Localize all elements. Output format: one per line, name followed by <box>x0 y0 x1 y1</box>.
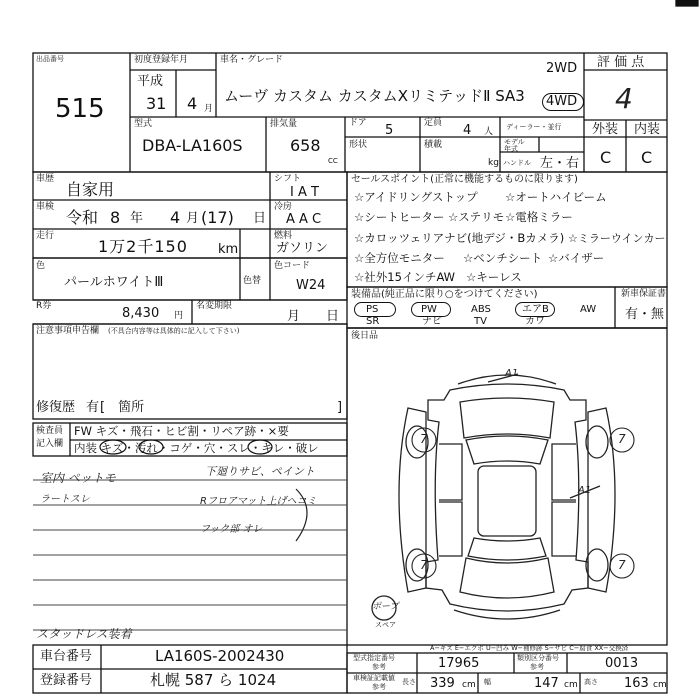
inspection-day-unit: 日 <box>253 211 267 226</box>
hand-note-left-2: ラートスレ <box>40 494 90 505</box>
fuel-value: ガソリン <box>276 241 329 256</box>
inspector-label-1: 検査員 <box>36 426 64 436</box>
car-mark-7-rear-right: 7 <box>618 558 626 572</box>
hand-note-right-1: 下廻りサビ、ペイント <box>205 465 315 478</box>
category-value: 0013 <box>605 656 639 671</box>
chassis-value: LA160S-2002430 <box>155 647 285 665</box>
equip-pw: PW <box>421 304 437 315</box>
inspector-row-2: 内装 キズ・汚れ・コゲ・穴・スレ・キレ・破レ <box>74 441 319 455</box>
width-label: 幅 <box>484 678 491 686</box>
steering-label: ハンドル <box>503 159 531 167</box>
equip-tv: TV <box>474 316 487 327</box>
repair-value: 有 <box>86 400 100 415</box>
car-mark-a1-top: A1 <box>505 368 519 379</box>
color-swap-label: 色替 <box>243 276 262 286</box>
mileage-value: 1万2千150 <box>98 237 188 256</box>
recycle-value: 8,430 <box>122 306 160 321</box>
inspection-year-unit: 年 <box>130 211 144 226</box>
spare-handwritten: ポープ <box>372 602 399 612</box>
steering-value: 左・右 <box>540 156 580 171</box>
plate-label: 登録番号 <box>40 673 93 688</box>
grade-value: 4 <box>615 82 633 115</box>
width-unit: cm <box>564 680 578 690</box>
sales-point-3: ☆シートヒーター <box>354 210 445 224</box>
shift-label: シフト <box>274 174 302 184</box>
shift-value: I A T <box>290 185 319 200</box>
car-mark-7-front-left: 7 <box>420 432 428 446</box>
sales-point-8: ☆全方位モニター <box>354 251 445 265</box>
repair-end: ] <box>337 400 343 415</box>
notes-sub: (不具合内容等は具体的に記入して下さい) <box>108 327 240 335</box>
car-name: ムーヴ カスタム カスタムXリミテッドⅡ SA3 <box>224 87 525 105</box>
sales-points-label: セールスポイント(正常に機能するものに限ります) <box>351 174 578 185</box>
dealer-label: ディーラー・並行 <box>506 123 562 131</box>
spare-label: スペア <box>375 621 396 629</box>
inspector-circles <box>96 438 316 458</box>
equip-abs: ABS <box>471 304 491 315</box>
sales-point-4: ☆ステリモ <box>448 210 505 224</box>
height-value: 163 <box>624 676 649 691</box>
hand-note-right-2: Rフロアマット上げヘコミ <box>200 496 317 507</box>
category-label-2: 参考 <box>530 663 544 671</box>
registration-month-unit: 月 <box>204 104 214 114</box>
model-year-label-1: モデル <box>504 138 525 146</box>
mileage-label: 走行 <box>36 231 55 241</box>
equip-airbag: エアB <box>522 304 549 315</box>
model-label: 型式 <box>134 119 153 129</box>
displacement-unit: CC <box>328 157 338 165</box>
inspector-label-2: 記入欄 <box>36 439 64 449</box>
interior-label: 内装 <box>634 122 661 137</box>
repair-label: 修復歴 <box>36 400 76 415</box>
model-value: DBA-LA160S <box>142 136 243 155</box>
load-unit: kg <box>488 158 499 168</box>
drive-2wd: 2WD <box>546 61 578 76</box>
sales-point-5: ☆電格ミラー <box>505 210 573 224</box>
equip-navi: ナビ <box>422 316 442 327</box>
lot-label: 出品番号 <box>36 55 64 63</box>
aircon-value: A A C <box>286 212 322 227</box>
designation-label-1: 型式指定番号 <box>353 654 395 662</box>
notes-label: 注意事項申告欄 <box>36 326 100 336</box>
fuel-label: 燃料 <box>274 231 293 241</box>
history-label: 車歴 <box>36 174 55 184</box>
hand-note-left-1: 室内 ペットモ <box>40 471 116 485</box>
color-code: W24 <box>296 278 326 293</box>
name-change-day: 日 <box>326 309 340 324</box>
load-label: 積載 <box>424 140 443 150</box>
shape-label: 形状 <box>349 140 368 150</box>
designation-value: 17965 <box>438 656 480 671</box>
exterior-grade: C <box>600 148 612 167</box>
sales-point-2: ☆オートハイビーム <box>505 190 607 204</box>
inspection-month-unit: 月 <box>186 211 200 226</box>
name-change-label: 名変期限 <box>196 301 233 311</box>
car-damage-diagram <box>350 360 665 640</box>
equip-aw: AW <box>580 304 597 315</box>
car-name-label: 車名・グレード <box>220 55 284 65</box>
registration-era: 平成 <box>137 74 164 89</box>
plate-value: 札幌 587 ら 1024 <box>150 671 277 689</box>
warranty-label: 新車保証書 <box>621 289 667 299</box>
hand-note-bottom: スタッドレス装着 <box>36 627 132 641</box>
car-mark-7-rear-left: 7 <box>420 558 428 572</box>
car-mark-7-front-right: 7 <box>618 432 626 446</box>
repair-suffix: [ 箇所 <box>100 400 145 415</box>
name-change-month: 月 <box>287 309 301 324</box>
equip-ps: PS <box>366 304 379 315</box>
length-label: 長さ <box>402 678 416 686</box>
exterior-label: 外装 <box>592 122 619 137</box>
hand-bracket <box>290 485 330 545</box>
registration-year: 31 <box>146 94 167 113</box>
model-year-label-2: 年式 <box>504 145 518 153</box>
sales-point-1: ☆アイドリングストップ <box>354 190 478 204</box>
width-value: 147 <box>534 676 559 691</box>
sales-point-6: ☆カロッツェリアナビ(地デジ・Bカメラ) <box>354 231 565 245</box>
sales-point-12: ☆キーレス <box>466 270 522 284</box>
sales-point-10: ☆バイザー <box>548 251 605 265</box>
color-value: パールホワイトⅢ <box>64 275 164 290</box>
chassis-label: 車台番号 <box>40 649 93 664</box>
category-label-1: 類別区分番号 <box>517 654 559 662</box>
height-label: 高さ <box>584 678 598 686</box>
doors-label: ドア <box>349 118 367 128</box>
warranty-value: 有・無 <box>625 307 665 322</box>
designation-label-2: 参考 <box>372 663 386 671</box>
car-mark-a1-side: A1 <box>578 485 592 496</box>
hand-note-right-3: フック部 オレ <box>200 524 263 535</box>
interior-grade: C <box>641 148 653 167</box>
dims-label-1: 車検証記載値 <box>353 674 395 682</box>
height-unit: cm <box>653 680 667 690</box>
registration-label: 初度登録年月 <box>134 55 189 65</box>
equip-leather: カワ <box>525 316 545 327</box>
length-unit: cm <box>462 680 476 690</box>
mileage-unit: km <box>218 242 239 257</box>
grade-label: 評 価 点 <box>597 55 645 70</box>
sales-point-11: ☆社外15インチAW <box>354 270 456 284</box>
inspector-row-1: FW キズ・飛石・ヒビ割・リペア跡・×要 <box>74 424 289 438</box>
recycle-unit: 円 <box>174 311 184 321</box>
capacity-label: 定員 <box>424 118 443 128</box>
equipment-label: 装備品(純正品に限り○をつけてください) <box>351 289 538 300</box>
inspection-year: 8 <box>110 208 121 227</box>
capacity-unit: 人 <box>484 127 494 137</box>
capacity-value: 4 <box>463 123 472 138</box>
recycle-label: R券 <box>36 301 52 311</box>
inspection-label: 車検 <box>36 202 55 212</box>
sales-point-7: ☆ミラーウインカー <box>568 232 666 245</box>
damage-legend: A−キズ E−エクボ U−凹み W−補修跡 S−サビ C−腐食 XX−交換済 <box>430 644 629 652</box>
length-value: 339 <box>430 676 455 691</box>
registration-month: 4 <box>187 94 198 113</box>
history-value: 自家用 <box>66 180 115 199</box>
after-fit-label: 後日品 <box>351 331 379 341</box>
inspection-month: 4 <box>170 208 181 227</box>
color-code-label: 色コード <box>274 261 311 271</box>
lot-number: 515 <box>55 94 105 124</box>
displacement-value: 658 <box>290 136 321 155</box>
doors-value: 5 <box>385 123 394 138</box>
dims-label-2: 参考 <box>372 683 386 691</box>
sales-point-9: ☆ベンチシート <box>463 251 543 265</box>
inspection-era: 令和 <box>66 208 99 227</box>
color-label: 色 <box>36 261 46 271</box>
aircon-label: 冷房 <box>274 202 293 212</box>
inspection-day: (17) <box>201 208 234 227</box>
drive-4wd: 4WD <box>546 94 578 109</box>
displacement-label: 排気量 <box>270 119 298 129</box>
equip-sr: SR <box>366 316 380 327</box>
